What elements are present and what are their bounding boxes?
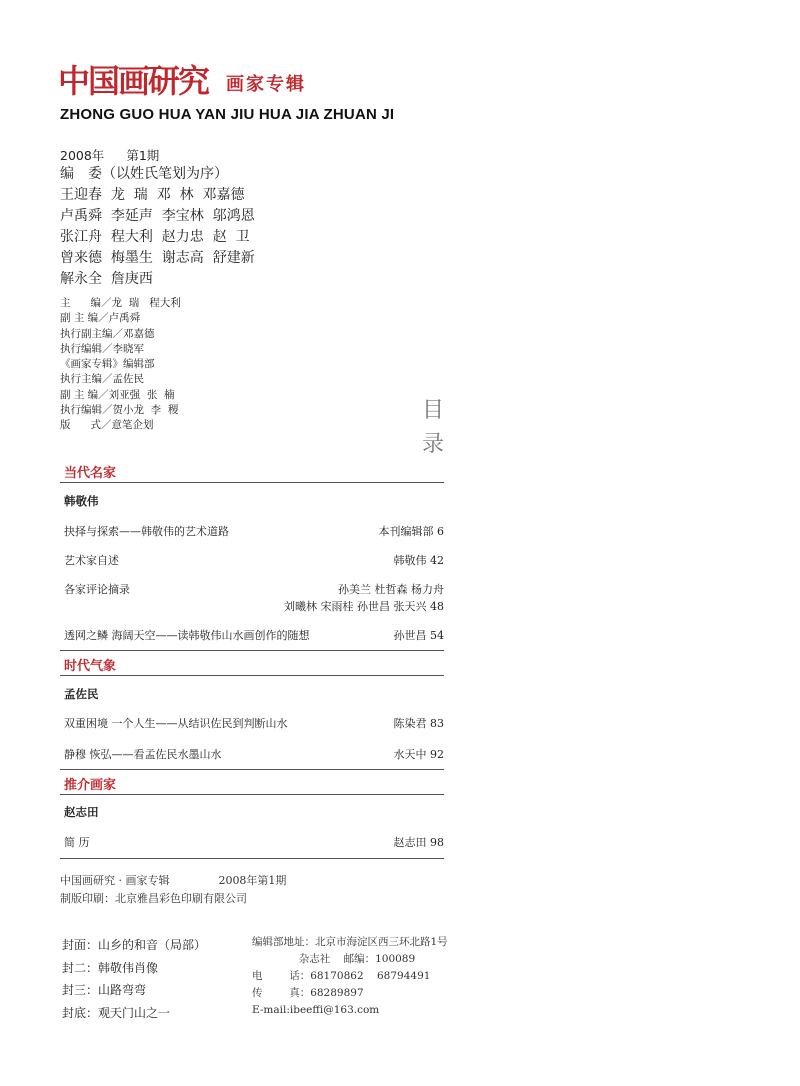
staff-line: 副 主 编／刘亚强 张 楠 — [60, 388, 175, 401]
staff-list — [60, 296, 181, 434]
toc-entry-author-page: 本刊编辑部 6 — [378, 525, 444, 538]
toc-entry-author-page: 水天中 92 — [393, 748, 444, 761]
contact-email[interactable]: E-mail:ibeeffi@163.com — [252, 1004, 380, 1016]
section-title: 当代名家 — [64, 466, 117, 481]
contact-line: 杂志社 邮编：100089 — [252, 953, 416, 965]
toc-entry-title: 透网之鳞 海阔天空——读韩敬伟山水画创作的随想 — [64, 629, 310, 642]
staff-line: 《画家专辑》编辑部 — [60, 358, 155, 371]
staff-line: 执行编辑／李晓军 — [60, 342, 144, 355]
toc-heading-char: 录 — [422, 432, 445, 457]
committee-row: 解永全 詹庚西 — [60, 271, 153, 287]
issue-number: 第1期 — [126, 148, 160, 163]
cover-credit: 封底：观天门山之一 — [62, 1005, 171, 1020]
toc-entry-title: 双重困境 一个人生——从结识佐民到判断山水 — [64, 717, 288, 730]
staff-line: 执行编辑／贺小龙 李 稷 — [60, 404, 179, 417]
toc-heading-char: 目 — [422, 398, 445, 423]
pinyin-title: ZHONG GUO HUA YAN JIU HUA JIA ZHUAN JI — [60, 106, 395, 123]
toc-entry-title: 各家评论摘录 — [64, 583, 130, 596]
magazine-subtitle: 画家专辑 — [226, 74, 306, 95]
section-title: 时代气象 — [64, 659, 117, 674]
section-rule — [60, 482, 444, 483]
cover-credits — [62, 934, 206, 1024]
toc-entry-title: 抉择与探索——韩敬伟的艺术道路 — [64, 525, 229, 538]
section-rule — [60, 858, 444, 859]
committee-row: 曾来德 梅墨生 谢志高 舒建新 — [60, 250, 255, 266]
contact-info — [252, 934, 448, 1019]
contact-line: 电 话：68170862 68794491 — [252, 970, 431, 982]
committee-row: 张江舟 程大利 赵力忠 赵 卫 — [60, 229, 250, 245]
publication-line: 中国画研究 · 画家专辑 2008年第1期 — [60, 874, 287, 887]
section-artist: 赵志田 — [64, 805, 99, 819]
staff-line: 版 式／意笔企划 — [60, 419, 154, 432]
staff-line: 主 编／龙 瑞 程大利 — [60, 297, 181, 309]
issue-info — [60, 146, 181, 164]
cover-credit: 封面：山乡的和音（局部） — [62, 938, 207, 952]
publication-info — [60, 872, 286, 908]
toc-entry-author-page: 陈染君 83 — [393, 717, 444, 730]
committee-title: 编 委（以姓氏笔划为序） — [60, 166, 228, 182]
section-title: 推介画家 — [64, 778, 117, 793]
toc-entry-author-page: 赵志田 98 — [393, 836, 444, 849]
publication-line: 制版印刷：北京雅昌彩色印刷有限公司 — [60, 892, 247, 905]
committee-row: 卢禹舜 李延声 李宝林 邬鸿恩 — [60, 208, 255, 224]
toc-entry-title: 简 历 — [64, 836, 90, 849]
toc-entry-author-page: 孙美兰 杜哲森 杨力舟 — [338, 583, 444, 596]
toc-heading — [422, 394, 444, 462]
toc-entry-author-page: 韩敬伟 42 — [393, 554, 444, 567]
staff-line: 执行主编／孟佐民 — [60, 373, 144, 386]
magazine-logo: 中国画研究 — [58, 62, 209, 100]
section-rule — [60, 769, 444, 770]
section-rule — [60, 650, 444, 651]
section-artist: 韩敬伟 — [64, 494, 99, 508]
toc-entry-author-page: 孙世昌 54 — [393, 629, 444, 642]
toc-entry-title: 艺术家自述 — [64, 554, 119, 567]
cover-credit: 封二：韩敬伟肖像 — [62, 960, 159, 975]
editorial-committee — [60, 164, 255, 290]
section-rule — [60, 675, 444, 676]
toc-entry-author-page: 刘曦林 宋雨桂 孙世昌 张天兴 48 — [284, 600, 444, 613]
section-rule — [60, 794, 444, 795]
section-artist: 孟佐民 — [64, 687, 99, 701]
staff-line: 执行副主编／邓嘉德 — [60, 327, 155, 340]
contact-line: 传 真：68289897 — [252, 987, 364, 999]
committee-row: 王迎春 龙 瑞 邓 林 邓嘉德 — [60, 187, 245, 203]
issue-year: 2008年 — [60, 148, 105, 163]
toc-entry-title: 静穆 恢弘——看孟佐民水墨山水 — [64, 748, 222, 761]
contact-line: 编辑部地址：北京市海淀区西三环北路1号 — [252, 936, 448, 948]
staff-line: 副 主 编／卢禹舜 — [60, 312, 141, 325]
cover-credit: 封三：山路弯弯 — [62, 983, 147, 997]
